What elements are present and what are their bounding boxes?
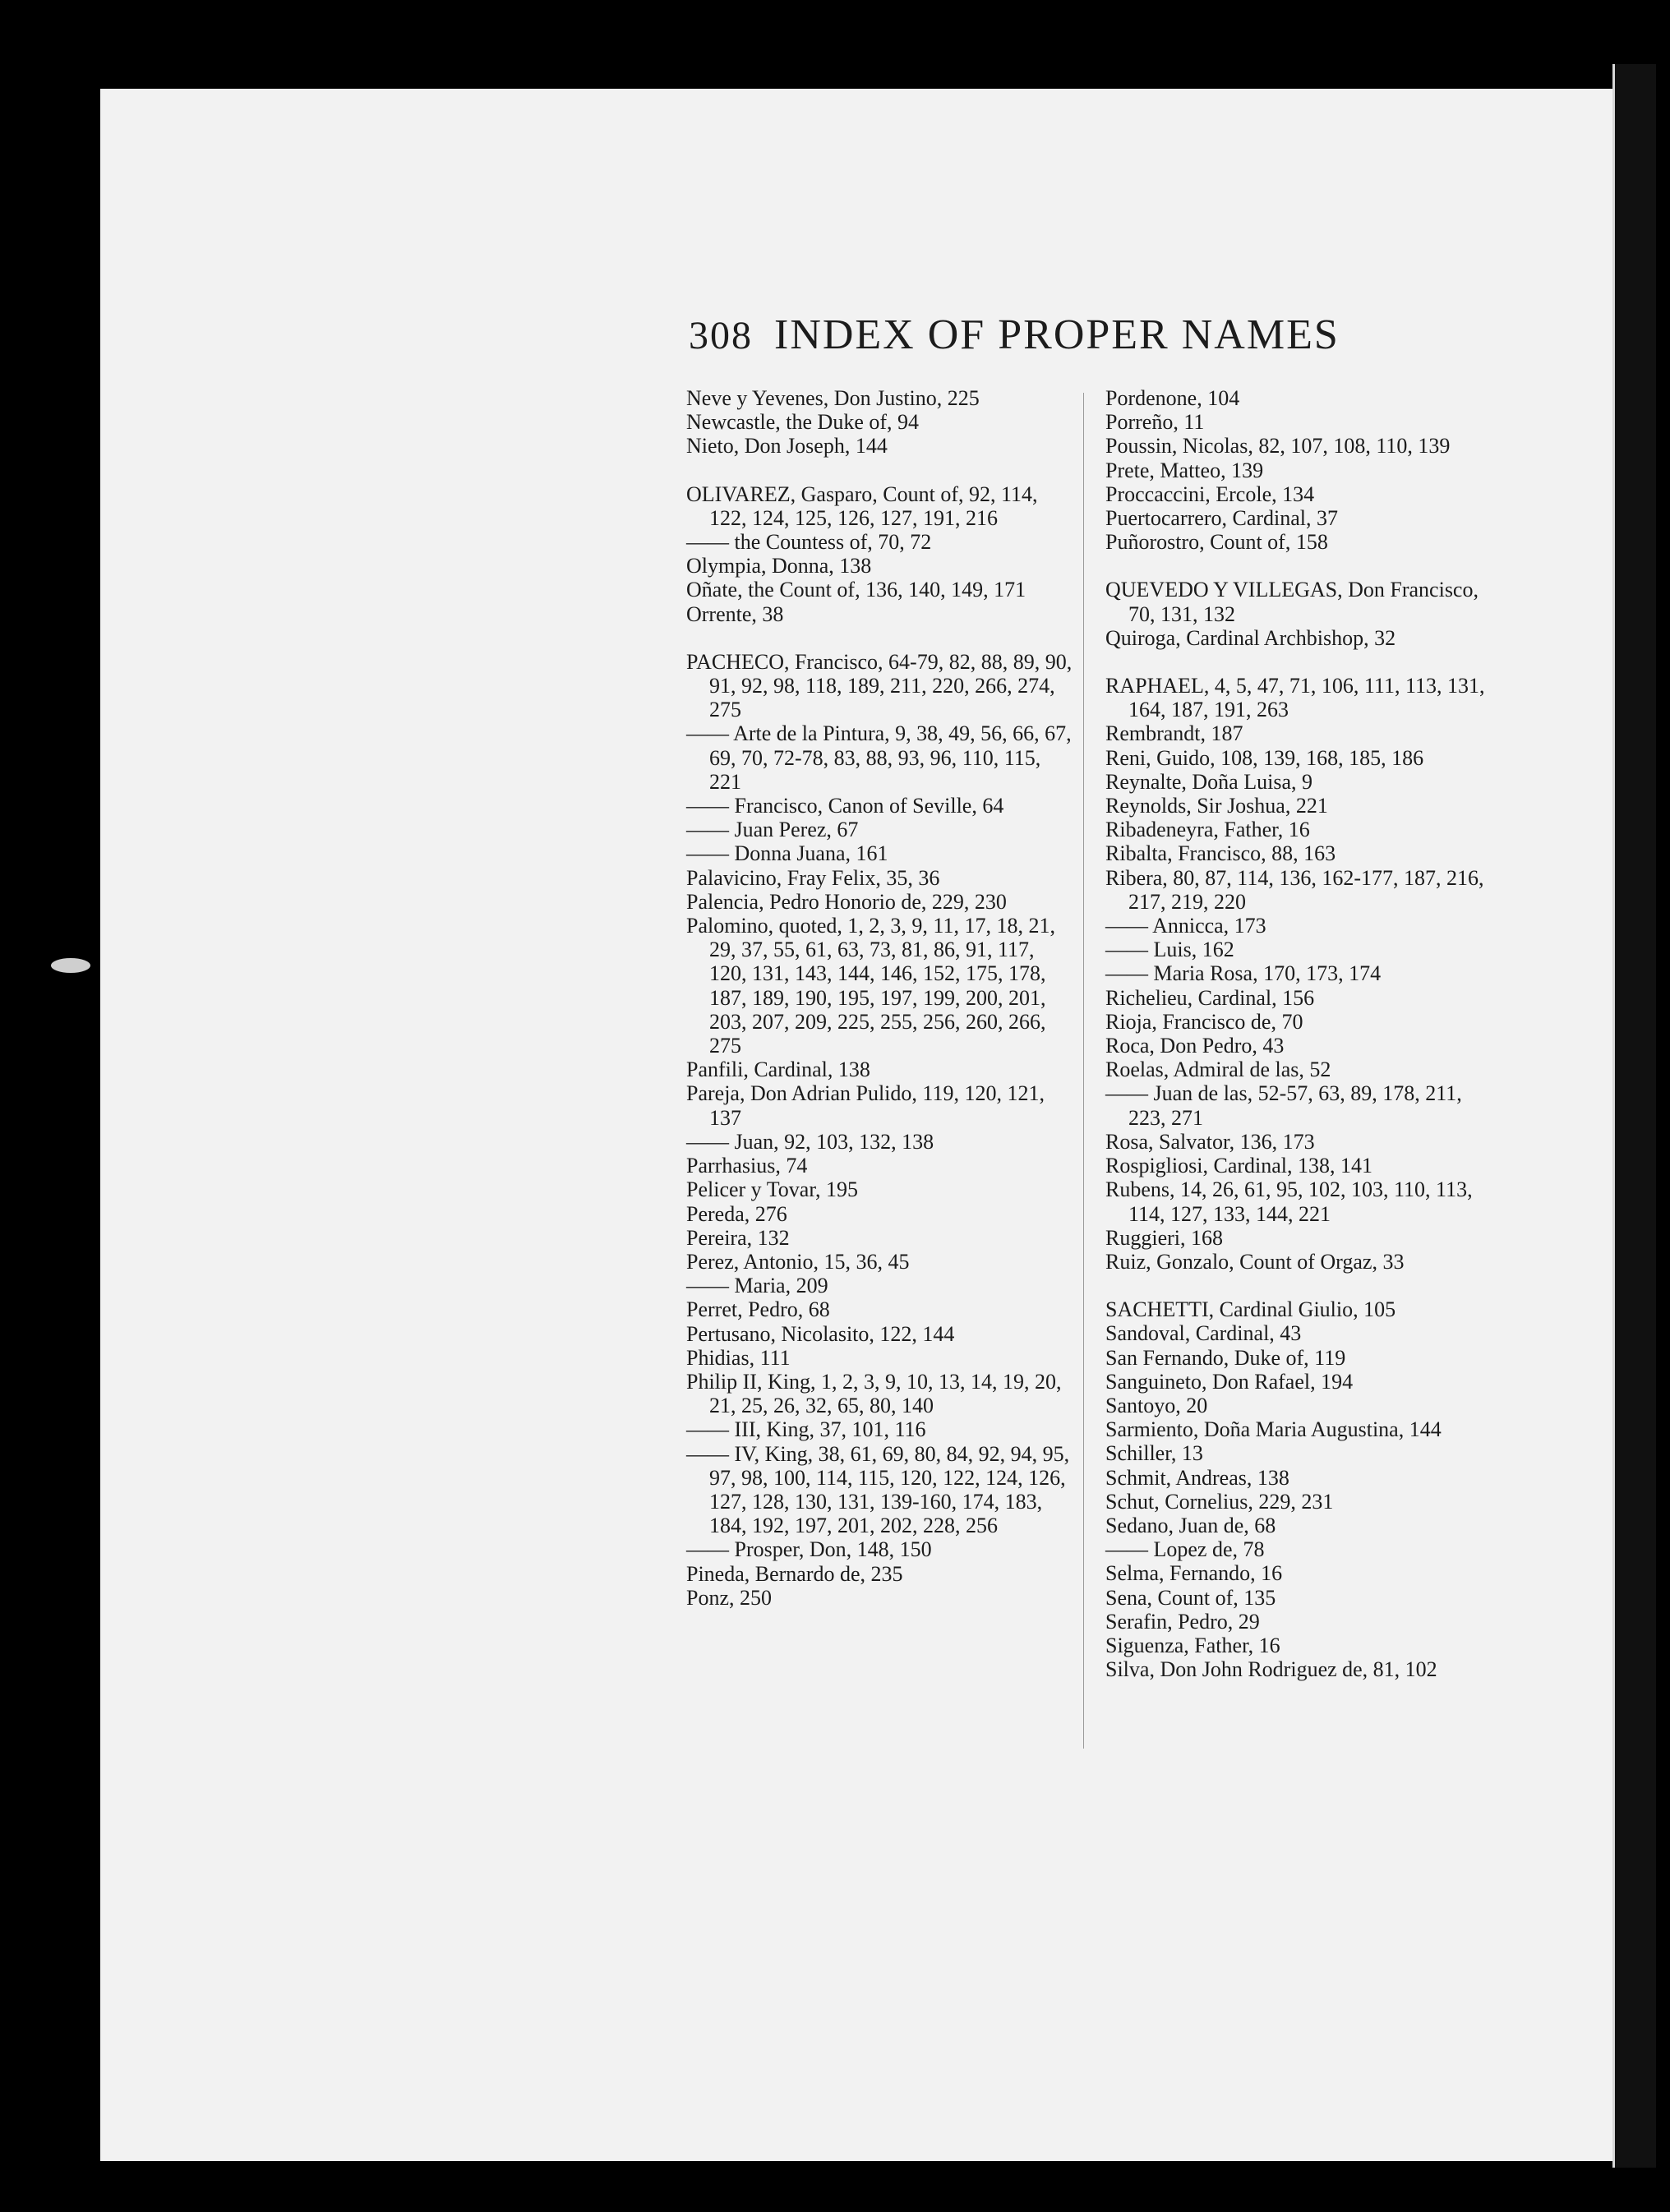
page-number: 308 xyxy=(689,314,753,357)
index-entry: Ruiz, Gonzalo, Count of Orgaz, 33 xyxy=(1105,1249,1405,1274)
index-entry: Sena, Count of, 135 xyxy=(1105,1585,1276,1610)
column-divider xyxy=(1083,393,1084,1749)
index-entry: Perez, Antonio, 15, 36, 45 xyxy=(686,1249,910,1274)
index-entry: Richelieu, Cardinal, 156 xyxy=(1105,985,1315,1010)
index-entry: —— Juan de las, 52-57, 63, 89, 178, 211, 223, 271 xyxy=(1105,1081,1462,1130)
index-entry: Parrhasius, 74 xyxy=(686,1154,808,1178)
index-entry: Roca, Don Pedro, 43 xyxy=(1105,1034,1285,1058)
index-entry: —— IV, King, 38, 61, 69, 80, 84, 92, 94, 95, 97, 98, 100, 114, 115, 120, 122, 124, 126, 127, 128, 130, 131, 139-160, 174, 183, 184, 192, 197, 201, 202, 228, 256 xyxy=(686,1441,1070,1538)
index-entry: Nieto, Don Joseph, 144 xyxy=(686,434,888,459)
index-entry: Roelas, Admiral de las, 52 xyxy=(1105,1058,1331,1082)
index-entry: —— Prosper, Don, 148, 150 xyxy=(686,1537,932,1562)
index-entry: Ruggieri, 168 xyxy=(1105,1225,1223,1250)
index-entry: —— Maria Rosa, 170, 173, 174 xyxy=(1105,961,1382,986)
index-entry: Sedano, Juan de, 68 xyxy=(1105,1513,1276,1537)
index-entry: —— the Countess of, 70, 72 xyxy=(686,530,932,555)
section-gap xyxy=(1105,1274,1492,1297)
index-entry: Orrente, 38 xyxy=(686,601,784,626)
scan-artifact xyxy=(51,958,90,973)
index-entry: Ribalta, Francisco, 88, 163 xyxy=(1105,841,1336,866)
index-entry: Silva, Don John Rodriguez de, 81, 102 xyxy=(1105,1657,1437,1682)
index-entry: —— Arte de la Pintura, 9, 38, 49, 56, 66, 67, 69, 70, 72-78, 83, 88, 93, 96, 110, 115, 221 xyxy=(686,721,1072,794)
index-entry: Poussin, Nicolas, 82, 107, 108, 110, 139 xyxy=(1105,434,1451,459)
index-entry: —— Juan, 92, 103, 132, 138 xyxy=(686,1129,934,1154)
index-entry: Newcastle, the Duke of, 94 xyxy=(686,410,920,435)
index-entry: Palavicino, Fray Felix, 35, 36 xyxy=(686,865,940,890)
index-entry: Reynolds, Sir Joshua, 221 xyxy=(1105,794,1328,818)
section-gap xyxy=(686,626,1073,650)
index-entry: —— Annicca, 173 xyxy=(1105,914,1266,938)
index-entry: —— Lopez de, 78 xyxy=(1105,1537,1265,1562)
index-entry: Ponz, 250 xyxy=(686,1585,772,1610)
index-entry: —— Luis, 162 xyxy=(1105,938,1234,962)
section-gap xyxy=(1105,650,1492,674)
index-entry: Reni, Guido, 108, 139, 168, 185, 186 xyxy=(1105,745,1424,770)
index-entry: Palomino, quoted, 1, 2, 3, 9, 11, 17, 18, 21, 29, 37, 55, 61, 63, 73, 81, 86, 91, 117, 120, 131, 143, 144, 146, 152, 175, 178, 187, 189, 190, 195, 197, 199, 200, 201, 203, 207, 209, 225, 255, 256, 260, 266, 275 xyxy=(686,914,1055,1058)
index-entry: Sandoval, Cardinal, 43 xyxy=(1105,1321,1302,1346)
index-entry: —— Donna Juana, 161 xyxy=(686,841,888,866)
index-entry: Schut, Cornelius, 229, 231 xyxy=(1105,1489,1334,1514)
index-entry: Puñorostro, Count of, 158 xyxy=(1105,530,1328,555)
index-entry: Pereda, 276 xyxy=(686,1201,787,1226)
index-entry: Pereira, 132 xyxy=(686,1225,790,1250)
index-entry: Schmit, Andreas, 138 xyxy=(1105,1465,1289,1490)
index-entry: Pordenone, 104 xyxy=(1105,386,1240,410)
index-entry: PACHECO, Francisco, 64-79, 82, 88, 89, 90, 91, 92, 98, 118, 189, 211, 220, 266, 274, 275 xyxy=(686,649,1073,722)
index-entry: Philip II, King, 1, 2, 3, 9, 10, 13, 14, 19, 20, 21, 25, 26, 32, 65, 80, 140 xyxy=(686,1369,1062,1418)
index-entry: Rembrandt, 187 xyxy=(1105,721,1243,746)
index-entry: Selma, Fernando, 16 xyxy=(1105,1561,1283,1586)
index-column-right xyxy=(1105,386,1492,1681)
index-entry: Phidias, 111 xyxy=(686,1345,791,1370)
index-entry: Proccaccini, Ercole, 134 xyxy=(1105,482,1315,506)
index-column-left xyxy=(686,386,1073,1610)
index-entry: Santoyo, 20 xyxy=(1105,1393,1208,1417)
index-entry: Rosa, Salvator, 136, 173 xyxy=(1105,1129,1315,1154)
index-entry: OLIVAREZ, Gasparo, Count of, 92, 114, 122, 124, 125, 126, 127, 191, 216 xyxy=(686,482,1038,530)
index-entry: Serafin, Pedro, 29 xyxy=(1105,1609,1260,1634)
index-entry: Quiroga, Cardinal Archbishop, 32 xyxy=(1105,625,1396,650)
index-entry: Oñate, the Count of, 136, 140, 149, 171 xyxy=(686,578,1026,602)
page-header xyxy=(689,311,1340,359)
index-entry: Perret, Pedro, 68 xyxy=(686,1297,830,1322)
index-entry: SACHETTI, Cardinal Giulio, 105 xyxy=(1105,1297,1396,1322)
index-entry: Rospigliosi, Cardinal, 138, 141 xyxy=(1105,1154,1372,1178)
index-entry: Palencia, Pedro Honorio de, 229, 230 xyxy=(686,889,1007,914)
index-entry: Rioja, Francisco de, 70 xyxy=(1105,1009,1303,1034)
index-entry: Pelicer y Tovar, 195 xyxy=(686,1177,858,1202)
index-entry: —— III, King, 37, 101, 116 xyxy=(686,1417,926,1442)
index-entry: San Fernando, Duke of, 119 xyxy=(1105,1345,1346,1370)
index-entry: Sanguineto, Don Rafael, 194 xyxy=(1105,1369,1354,1394)
index-entry: —— Maria, 209 xyxy=(686,1274,828,1298)
section-gap xyxy=(686,459,1073,482)
page-edge xyxy=(1612,64,1656,2168)
index-entry: Panfili, Cardinal, 138 xyxy=(686,1058,870,1082)
index-entry: QUEVEDO Y VILLEGAS, Don Francisco, 70, 131, 132 xyxy=(1105,578,1479,626)
index-entry: Puertocarrero, Cardinal, 37 xyxy=(1105,506,1339,531)
index-entry: Pineda, Bernardo de, 235 xyxy=(686,1561,903,1586)
page-title: INDEX OF PROPER NAMES xyxy=(774,311,1340,358)
index-entry: Pareja, Don Adrian Pulido, 119, 120, 121, 137 xyxy=(686,1081,1045,1130)
index-entry: Ribadeneyra, Father, 16 xyxy=(1105,818,1310,842)
index-entry: Rubens, 14, 26, 61, 95, 102, 103, 110, 113, 114, 127, 133, 144, 221 xyxy=(1105,1177,1473,1226)
index-entry: Pertusano, Nicolasito, 122, 144 xyxy=(686,1321,955,1346)
index-entry: Sarmiento, Doña Maria Augustina, 144 xyxy=(1105,1417,1442,1442)
index-entry: —— Juan Perez, 67 xyxy=(686,818,859,842)
index-entry: —— Francisco, Canon of Seville, 64 xyxy=(686,794,1004,818)
index-entry: Siguenza, Father, 16 xyxy=(1105,1633,1280,1657)
index-entry: Prete, Matteo, 139 xyxy=(1105,458,1264,482)
index-entry: Olympia, Donna, 138 xyxy=(686,554,872,578)
index-entry: Schiller, 13 xyxy=(1105,1441,1203,1466)
index-entry: RAPHAEL, 4, 5, 47, 71, 106, 111, 113, 131, 164, 187, 191, 263 xyxy=(1105,674,1485,722)
index-entry: Reynalte, Doña Luisa, 9 xyxy=(1105,769,1312,794)
index-entry: Neve y Yevenes, Don Justino, 225 xyxy=(686,386,980,410)
index-entry: Porreño, 11 xyxy=(1105,410,1205,435)
index-entry: Ribera, 80, 87, 114, 136, 162-177, 187, 216, 217, 219, 220 xyxy=(1105,865,1484,914)
section-gap xyxy=(1105,554,1492,578)
